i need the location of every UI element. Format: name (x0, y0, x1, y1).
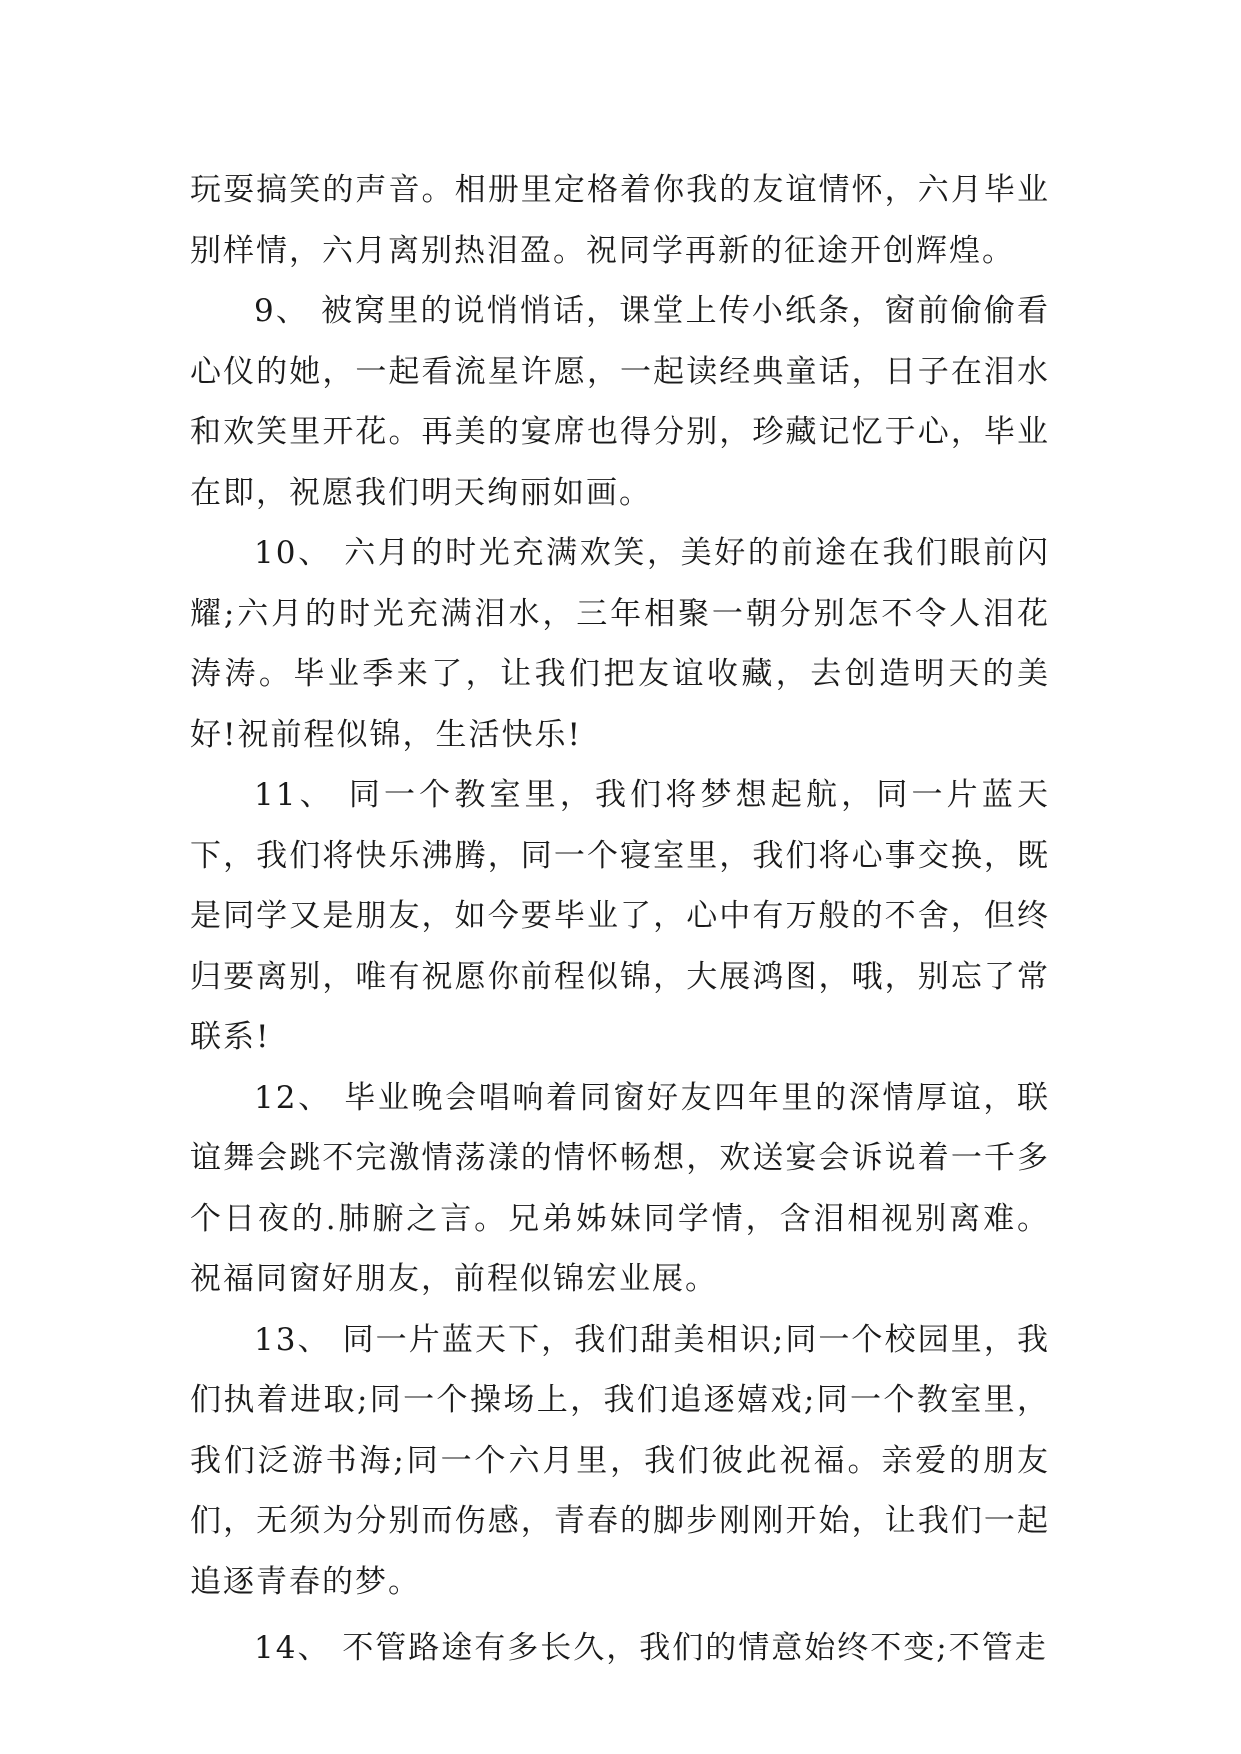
paragraph-item-10 (190, 523, 1050, 765)
paragraph-item-13 (190, 1310, 1050, 1613)
item-number: 14、 (254, 1630, 331, 1666)
paragraph-text: 被窝里的说悄悄话，课堂上传小纸条，窗前偷偷看心仪的她，一起看流星许愿，一起读经典童话，日子在泪水和欢笑里开花。再美的宴席也得分别，珍藏记忆于心，毕业在即，祝愿我们明天绚丽如画。 (190, 293, 1050, 511)
item-number: 12、 (254, 1079, 332, 1116)
paragraph-text: 不管路途有多长久，我们的情意始终不变;不管走 (342, 1630, 1048, 1666)
paragraph-item-9 (190, 281, 1050, 523)
paragraph-text: 同一片蓝天下，我们甜美相识;同一个校园里，我们执着进取;同一个操场上，我们追逐嬉戏;同一个教室里，我们泛游书海;同一个六月里，我们彼此祝福。亲爱的朋友们，无须为分别而伤感，青春的脚步刚刚开始，让我们一起追逐青春的梦。 (190, 1321, 1050, 1600)
item-number: 13、 (254, 1321, 331, 1358)
item-number: 10、 (254, 535, 332, 571)
item-number: 9、 (254, 293, 310, 329)
paragraph-text: 玩耍搞笑的声音。相册里定格着你我的友谊情怀，六月毕业别样情，六月离别热泪盈。祝同学再新的征途开创辉煌。 (190, 172, 1050, 269)
paragraph-item-11 (190, 765, 1050, 1068)
paragraph-text: 六月的时光充满欢笑，美好的前途在我们眼前闪耀;六月的时光充满泪水，三年相聚一朝分别怎不令人泪花涛涛。毕业季来了，让我们把友谊收藏，去创造明天的美好!祝前程似锦，生活快乐! (190, 535, 1051, 753)
paragraph-text: 毕业晚会唱响着同窗好友四年里的深情厚谊，联谊舞会跳不完激情荡漾的情怀畅想，欢送宴会诉说着一千多个日夜的.肺腑之言。兄弟姊妹同学情，含泪相视别离难。祝福同窗好朋友，前程似锦宏业展。 (190, 1079, 1051, 1297)
document-body (190, 160, 1050, 1679)
paragraph-text: 同一个教室里，我们将梦想起航，同一片蓝天下，我们将快乐沸腾，同一个寝室里，我们将心事交换，既是同学又是朋友，如今要毕业了，心中有万般的不舍，但终归要离别，唯有祝愿你前程似锦，大展鸿图，哦，别忘了常联系! (190, 777, 1051, 1055)
paragraph-item-14 (190, 1618, 1050, 1679)
item-number: 11、 (254, 777, 335, 813)
paragraph-item-12 (190, 1068, 1050, 1310)
paragraph-continued (190, 160, 1050, 281)
